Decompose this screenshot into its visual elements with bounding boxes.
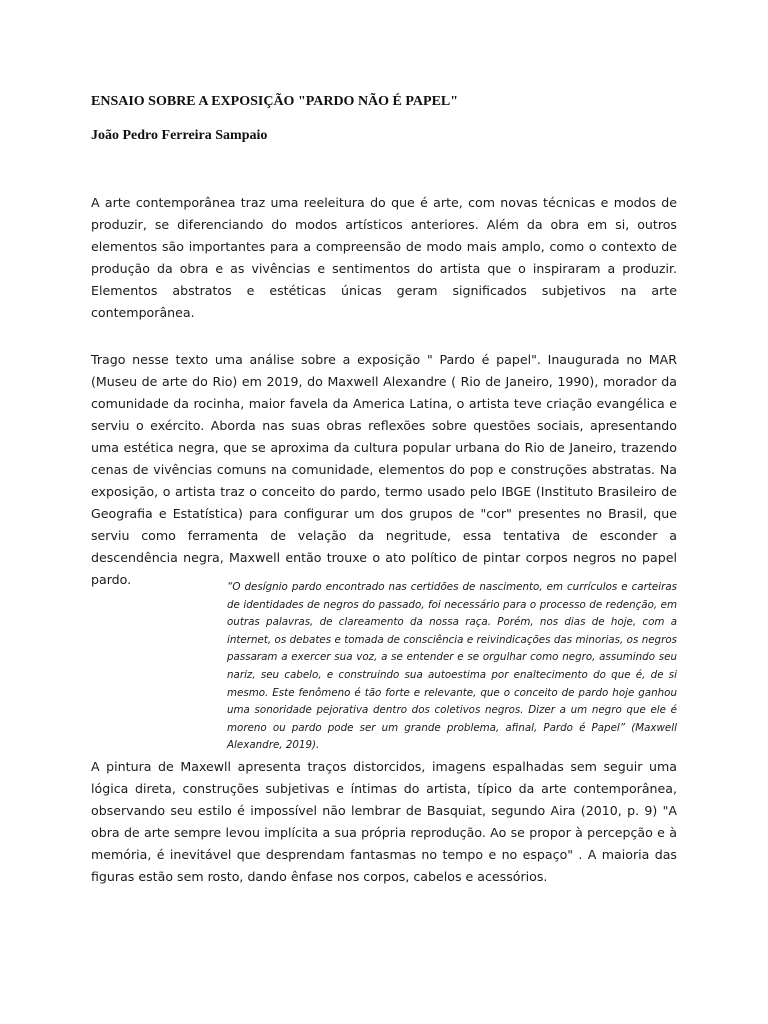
document-author: João Pedro Ferreira Sampaio: [91, 128, 268, 143]
paragraph-exhibition: Trago nesse texto uma análise sobre a exposição " Pardo é papel". Inaugurada no MAR (Museu de arte do Rio) em 2019, do Maxwell Alexandre ( Rio de Janeiro, 1990), morador da comunidade da rocinha, maior favela da America Latina, o artista teve criação evangélica e serviu o exército. Aborda nas suas obras reflexões sobre questões sociais, apresentando uma estética negra, que se aproxima da cultura popular urbana do Rio de Janeiro, trazendo cenas de vivências comuns na comunidade, elementos do pop e construções abstratas. Na exposição, o artista traz o conceito do pardo, termo usado pelo IBGE (Instituto Brasileiro de Geografia e Estatística) para configurar um dos grupos de "cor" presentes no Brasil, que serviu como ferramenta de velação da negritude, essa tentativa de esconder a descendência negra, Maxwell então trouxe o ato político de pintar corpos negros no papel pardo.: [91, 352, 677, 587]
paragraph-intro: A arte contemporânea traz uma reeleitura do que é arte, com novas técnicas e modos de produzir, se diferenciando do modos artísticos anteriores. Além da obra em si, outros elementos são importantes para a compreensão de modo mais amplo, como o contexto de produção da obra e as vivências e sentimentos do artista que o inspiraram a produzir. Elementos abstratos e estéticas únicas geram significados subjetivos na arte contemporânea.: [91, 195, 677, 320]
paragraph-painting: A pintura de Maxewll apresenta traços distorcidos, imagens espalhadas sem seguir uma lógica direta, construções subjetivas e íntimas do artista, típico da arte contemporânea, observando seu estilo é impossível não lembrar de Basquiat, segundo Aira (2010, p. 9) "A obra de arte sempre levou implícita a sua própria reprodução. Ao se propor à percepção e à memória, é inevitável que desprendam fantasmas no tempo e no espaço" . A maioria das figuras estão sem rosto, dando ênfase nos corpos, cabelos e acessórios.: [91, 759, 677, 884]
document-title: ENSAIO SOBRE A EXPOSIÇÃO "PARDO NÃO É PAPEL": [91, 94, 459, 109]
block-quote: “O desígnio pardo encontrado nas certidões de nascimento, em currículos e carteiras de identidades de negros do passado, foi necessário para o processo de redenção, em outras palavras, de clareamento da nossa raça. Porém, nos dias de hoje, com a internet, os debates e tomada de consciência e reivindicações das minorias, os negros passaram a exercer sua voz, a se entender e se orgulhar como negro, assumindo seu nariz, seu cabelo, e construindo sua autoestima por enaltecimento do que é, de si mesmo. Este fenômeno é tão forte e relevante, que o conceito de pardo hoje ganhou uma sonoridade pejorativa dentro dos coletivos negros. Dizer a um negro que ele é moreno ou pardo pode ser um grande problema, afinal, Pardo é Papel” (Maxwell Alexandre, 2019).: [227, 581, 677, 752]
